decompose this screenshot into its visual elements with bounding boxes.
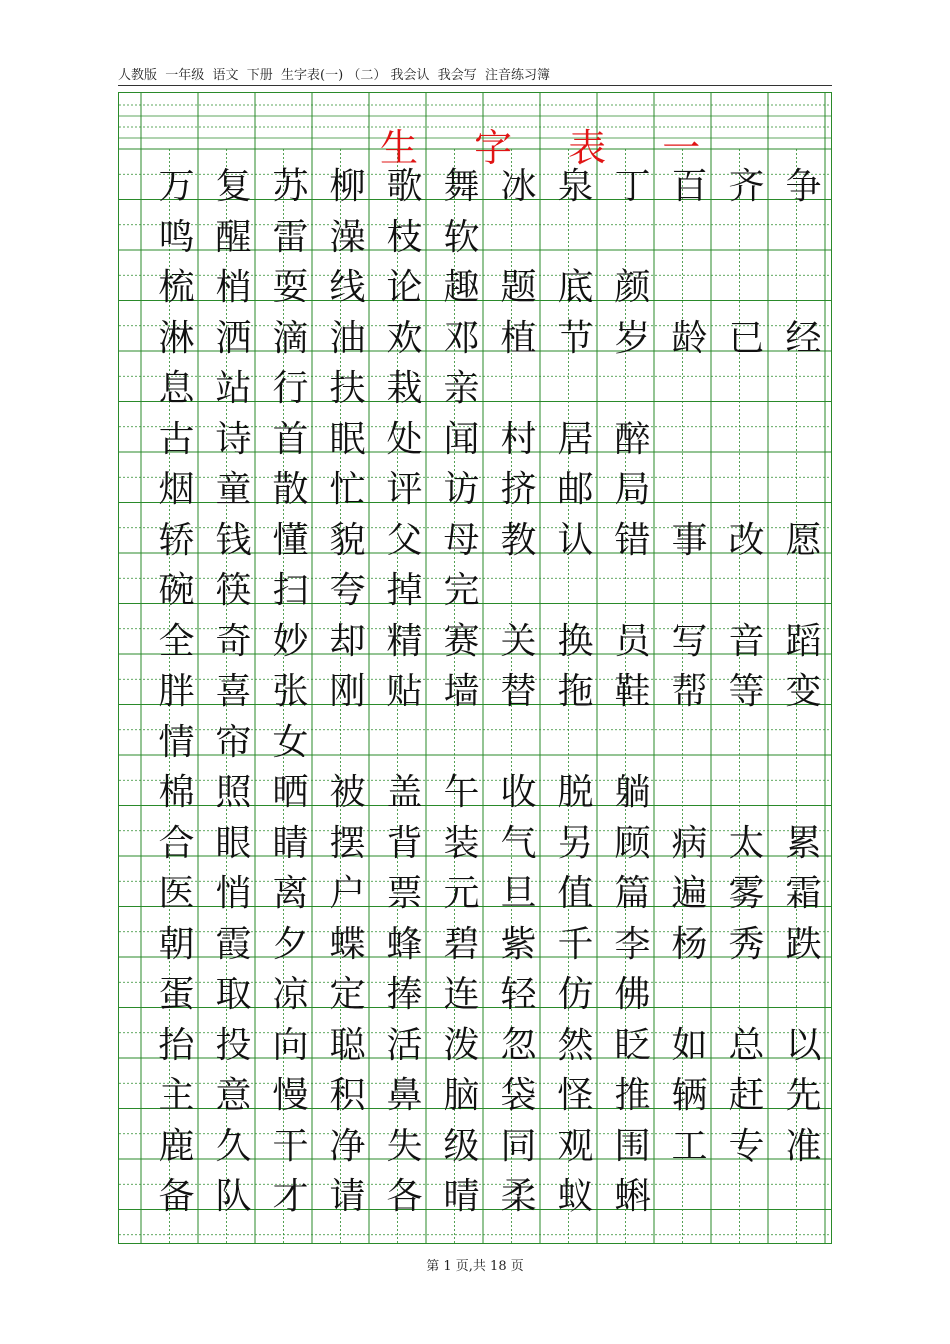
character-cell: 母 <box>443 519 480 561</box>
character-cell: 请 <box>329 1176 366 1217</box>
character-cell: 掉 <box>386 570 423 611</box>
character-cell: 冰 <box>500 166 537 207</box>
character-cell: 争 <box>785 166 822 207</box>
character-row <box>148 974 661 1015</box>
character-cell: 梢 <box>215 267 252 308</box>
character-cell: 推 <box>614 1075 651 1116</box>
character-cell: 活 <box>386 1024 423 1066</box>
character-cell: 干 <box>272 1125 309 1167</box>
character-cell: 千 <box>557 923 594 965</box>
character-row <box>148 267 661 308</box>
character-cell: 失 <box>386 1125 423 1167</box>
character-cell: 照 <box>215 772 252 813</box>
character-cell: 晒 <box>272 772 309 813</box>
character-cell: 值 <box>557 873 594 914</box>
character-cell: 眨 <box>614 1024 651 1066</box>
character-cell: 观 <box>557 1125 594 1167</box>
character-cell: 筷 <box>215 570 252 611</box>
character-cell: 岁 <box>614 317 651 359</box>
character-cell: 复 <box>215 166 252 207</box>
character-cell: 晴 <box>443 1176 480 1217</box>
character-cell: 顾 <box>614 822 651 864</box>
character-cell: 遍 <box>671 873 708 914</box>
character-row <box>148 1125 832 1167</box>
character-cell: 访 <box>443 469 480 510</box>
character-cell: 备 <box>158 1176 195 1217</box>
character-cell: 丁 <box>614 166 651 207</box>
character-cell: 栽 <box>386 368 423 409</box>
character-cell: 挤 <box>500 469 537 510</box>
character-row <box>148 1176 661 1217</box>
character-cell: 情 <box>158 721 195 763</box>
character-row <box>148 873 832 914</box>
character-cell: 碧 <box>443 923 480 965</box>
character-cell: 气 <box>500 822 537 864</box>
character-cell: 收 <box>500 772 537 813</box>
character-cell: 辆 <box>671 1075 708 1116</box>
character-cell: 齐 <box>728 166 765 207</box>
character-cell: 愿 <box>785 519 822 561</box>
practice-sheet <box>118 92 832 1244</box>
character-cell: 题 <box>500 267 537 308</box>
character-cell: 苏 <box>272 166 309 207</box>
character-cell: 投 <box>215 1024 252 1066</box>
character-cell: 行 <box>272 368 309 409</box>
character-cell: 装 <box>443 822 480 864</box>
character-cell: 节 <box>557 317 594 359</box>
character-cell: 慢 <box>272 1075 309 1116</box>
character-cell: 累 <box>785 822 822 864</box>
character-cell: 员 <box>614 620 651 662</box>
character-cell: 霞 <box>215 923 252 965</box>
character-cell: 百 <box>671 166 708 207</box>
character-cell: 才 <box>272 1176 309 1217</box>
character-cell: 如 <box>671 1024 708 1066</box>
character-cell: 蹈 <box>785 620 822 662</box>
character-cell: 完 <box>443 570 480 611</box>
character-cell: 帮 <box>671 671 708 712</box>
character-cell: 柔 <box>500 1176 537 1217</box>
character-cell: 童 <box>215 469 252 510</box>
header-rule <box>118 85 832 86</box>
character-cell: 佛 <box>614 974 651 1015</box>
character-cell: 抬 <box>158 1024 195 1066</box>
character-cell: 鼻 <box>386 1075 423 1116</box>
character-cell: 万 <box>158 166 195 207</box>
character-cell: 总 <box>728 1024 765 1066</box>
character-cell: 轿 <box>158 519 195 561</box>
character-cell: 关 <box>500 620 537 662</box>
character-cell: 妙 <box>272 620 309 662</box>
character-cell: 奇 <box>215 620 252 662</box>
character-cell: 医 <box>158 873 195 914</box>
character-cell: 梳 <box>158 267 195 308</box>
character-cell: 聪 <box>329 1024 366 1066</box>
character-cell: 油 <box>329 317 366 359</box>
character-cell: 柳 <box>329 166 366 207</box>
character-cell: 歌 <box>386 166 423 207</box>
character-cell: 紫 <box>500 923 537 965</box>
character-row <box>148 1075 832 1116</box>
character-row <box>148 570 490 611</box>
character-cell: 醒 <box>215 216 252 258</box>
character-cell: 改 <box>728 519 765 561</box>
character-cell: 洒 <box>215 317 252 359</box>
character-cell: 取 <box>215 974 252 1015</box>
character-row <box>148 620 832 662</box>
character-cell: 错 <box>614 519 651 561</box>
character-cell: 处 <box>386 418 423 460</box>
character-cell: 张 <box>272 671 309 712</box>
character-cell: 离 <box>272 873 309 914</box>
character-cell: 篇 <box>614 873 651 914</box>
character-cell: 捧 <box>386 974 423 1015</box>
character-cell: 袋 <box>500 1075 537 1116</box>
character-cell: 先 <box>785 1075 822 1116</box>
character-row <box>148 822 832 864</box>
character-cell: 拖 <box>557 671 594 712</box>
character-cell: 闻 <box>443 418 480 460</box>
character-cell: 居 <box>557 418 594 460</box>
character-cell: 凉 <box>272 974 309 1015</box>
character-row <box>148 216 490 258</box>
character-cell: 鞋 <box>614 671 651 712</box>
character-cell: 首 <box>272 418 309 460</box>
character-cell: 帘 <box>215 721 252 763</box>
character-cell: 音 <box>728 620 765 662</box>
character-cell: 碗 <box>158 570 195 611</box>
character-cell: 秀 <box>728 923 765 965</box>
character-cell: 舞 <box>443 166 480 207</box>
character-cell: 雷 <box>272 216 309 258</box>
character-cell: 线 <box>329 267 366 308</box>
character-cell: 午 <box>443 772 480 813</box>
character-cell: 烟 <box>158 469 195 510</box>
character-cell: 被 <box>329 772 366 813</box>
character-row <box>148 418 661 460</box>
character-cell: 蝶 <box>329 923 366 965</box>
character-cell: 专 <box>728 1125 765 1167</box>
character-cell: 背 <box>386 822 423 864</box>
character-cell: 旦 <box>500 873 537 914</box>
character-cell: 贴 <box>386 671 423 712</box>
character-cell: 淋 <box>158 317 195 359</box>
character-cell: 等 <box>728 671 765 712</box>
character-cell: 龄 <box>671 317 708 359</box>
character-cell: 泉 <box>557 166 594 207</box>
character-cell: 扫 <box>272 570 309 611</box>
document-header: 人教版 一年级 语文 下册 生字表(一) （二） 我会认 我会写 注音练习簿 <box>118 68 550 83</box>
character-cell: 悄 <box>215 873 252 914</box>
character-cell: 局 <box>614 469 651 510</box>
character-cell: 意 <box>215 1075 252 1116</box>
character-cell: 合 <box>158 822 195 864</box>
character-cell: 向 <box>272 1024 309 1066</box>
character-cell: 颜 <box>614 267 651 308</box>
character-cell: 写 <box>671 620 708 662</box>
character-cell: 滴 <box>272 317 309 359</box>
character-cell: 忙 <box>329 469 366 510</box>
character-row <box>148 721 319 763</box>
character-cell: 太 <box>728 822 765 864</box>
page-footer: 第 1 页,共 18 页 <box>426 1259 524 1274</box>
character-cell: 耍 <box>272 267 309 308</box>
character-cell: 忽 <box>500 1024 537 1066</box>
character-cell: 怪 <box>557 1075 594 1116</box>
character-cell: 扶 <box>329 368 366 409</box>
character-cell: 以 <box>785 1024 822 1066</box>
character-cell: 古 <box>158 418 195 460</box>
character-cell: 级 <box>443 1125 480 1167</box>
character-cell: 轻 <box>500 974 537 1015</box>
character-cell: 同 <box>500 1125 537 1167</box>
character-cell: 李 <box>614 923 651 965</box>
character-cell: 枝 <box>386 216 423 258</box>
character-cell: 蜂 <box>386 923 423 965</box>
character-cell: 仿 <box>557 974 594 1015</box>
character-cell: 鸣 <box>158 216 195 258</box>
character-cell: 眼 <box>215 822 252 864</box>
character-cell: 霜 <box>785 873 822 914</box>
character-cell: 喜 <box>215 671 252 712</box>
character-row <box>148 368 490 409</box>
character-cell: 杨 <box>671 923 708 965</box>
character-cell: 元 <box>443 873 480 914</box>
character-cell: 蝌 <box>614 1176 651 1217</box>
character-cell: 棉 <box>158 772 195 813</box>
character-cell: 净 <box>329 1125 366 1167</box>
character-row <box>148 772 661 813</box>
character-row <box>148 1024 832 1066</box>
character-cell: 已 <box>728 317 765 359</box>
character-cell: 事 <box>671 519 708 561</box>
character-cell: 鹿 <box>158 1125 195 1167</box>
character-cell: 各 <box>386 1176 423 1217</box>
character-cell: 夸 <box>329 570 366 611</box>
character-cell: 票 <box>386 873 423 914</box>
character-cell: 站 <box>215 368 252 409</box>
character-cell: 病 <box>671 822 708 864</box>
character-cell: 队 <box>215 1176 252 1217</box>
character-cell: 全 <box>158 620 195 662</box>
character-cell: 户 <box>329 873 366 914</box>
character-cell: 定 <box>329 974 366 1015</box>
character-cell: 澡 <box>329 216 366 258</box>
character-cell: 主 <box>158 1075 195 1116</box>
character-cell: 趣 <box>443 267 480 308</box>
character-cell: 脑 <box>443 1075 480 1116</box>
character-cell: 睛 <box>272 822 309 864</box>
character-row <box>148 671 832 712</box>
character-cell: 盖 <box>386 772 423 813</box>
character-cell: 村 <box>500 418 537 460</box>
character-cell: 脱 <box>557 772 594 813</box>
character-cell: 论 <box>386 267 423 308</box>
character-cell: 散 <box>272 469 309 510</box>
character-cell: 积 <box>329 1075 366 1116</box>
character-cell: 赶 <box>728 1075 765 1116</box>
page-title: 生 字 表 一 <box>380 126 723 170</box>
character-cell: 女 <box>272 721 309 763</box>
character-cell: 摆 <box>329 822 366 864</box>
character-row <box>148 166 832 207</box>
character-cell: 连 <box>443 974 480 1015</box>
character-cell: 墙 <box>443 671 480 712</box>
character-cell: 却 <box>329 620 366 662</box>
character-cell: 眠 <box>329 418 366 460</box>
character-cell: 雾 <box>728 873 765 914</box>
character-cell: 诗 <box>215 418 252 460</box>
character-cell: 换 <box>557 620 594 662</box>
character-cell: 息 <box>158 368 195 409</box>
character-cell: 经 <box>785 317 822 359</box>
tianzige-grid <box>119 93 831 1243</box>
character-cell: 变 <box>785 671 822 712</box>
character-cell: 替 <box>500 671 537 712</box>
character-cell: 醉 <box>614 418 651 460</box>
character-cell: 久 <box>215 1125 252 1167</box>
character-cell: 欢 <box>386 317 423 359</box>
character-cell: 跌 <box>785 923 822 965</box>
character-cell: 软 <box>443 216 480 258</box>
character-cell: 泼 <box>443 1024 480 1066</box>
character-cell: 精 <box>386 620 423 662</box>
character-cell: 父 <box>386 519 423 561</box>
character-row <box>148 519 832 561</box>
character-row <box>148 317 832 359</box>
character-cell: 评 <box>386 469 423 510</box>
character-cell: 底 <box>557 267 594 308</box>
character-cell: 蛋 <box>158 974 195 1015</box>
character-cell: 蚁 <box>557 1176 594 1217</box>
character-cell: 教 <box>500 519 537 561</box>
character-cell: 朝 <box>158 923 195 965</box>
character-row <box>148 923 832 965</box>
character-cell: 躺 <box>614 772 651 813</box>
character-cell: 另 <box>557 822 594 864</box>
character-cell: 然 <box>557 1024 594 1066</box>
character-cell: 夕 <box>272 923 309 965</box>
character-cell: 赛 <box>443 620 480 662</box>
character-row <box>148 469 661 510</box>
character-cell: 植 <box>500 317 537 359</box>
character-cell: 亲 <box>443 368 480 409</box>
character-cell: 胖 <box>158 671 195 712</box>
character-cell: 工 <box>671 1125 708 1167</box>
character-cell: 围 <box>614 1125 651 1167</box>
character-cell: 邮 <box>557 469 594 510</box>
character-cell: 懂 <box>272 519 309 561</box>
character-cell: 刚 <box>329 671 366 712</box>
character-cell: 认 <box>557 519 594 561</box>
character-cell: 准 <box>785 1125 822 1167</box>
character-cell: 邓 <box>443 317 480 359</box>
character-cell: 钱 <box>215 519 252 561</box>
character-cell: 貌 <box>329 519 366 561</box>
